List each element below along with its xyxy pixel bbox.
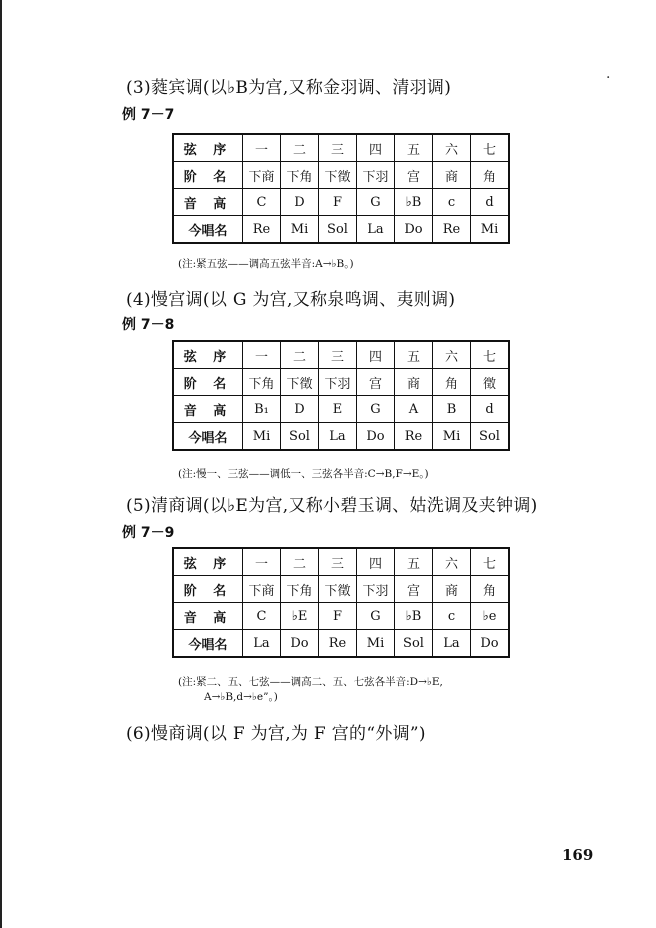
table-cell: 下角	[243, 369, 281, 396]
row-header: 音 高	[173, 189, 243, 216]
table-cell: La	[357, 216, 395, 244]
table-cell: E	[319, 396, 357, 423]
row-header: 弦 序	[173, 134, 243, 162]
table-cell: 四	[357, 548, 395, 576]
table-cell: A	[395, 396, 433, 423]
table-row	[173, 134, 509, 162]
table-cell: 七	[471, 548, 510, 576]
table-cell: Do	[395, 216, 433, 244]
example-label-7-9: 例 7－9	[122, 525, 175, 541]
table-cell: 徵	[471, 369, 510, 396]
table-cell: F	[319, 603, 357, 630]
table-cell: c	[433, 189, 471, 216]
row-header: 阶 名	[173, 369, 243, 396]
page-number: 169	[562, 846, 594, 864]
table-cell: d	[471, 396, 510, 423]
table-cell: B₁	[243, 396, 281, 423]
table-cell: B	[433, 396, 471, 423]
table-cell: 六	[433, 134, 471, 162]
table-cell: Do	[281, 630, 319, 658]
table-cell: 三	[319, 341, 357, 369]
table-cell: 宫	[357, 369, 395, 396]
example-label-7-7: 例 7－7	[122, 107, 175, 123]
table-cell: Do	[357, 423, 395, 451]
table-cell: ♭B	[395, 189, 433, 216]
section-heading-6: (6)慢商调(以 F 为宫,为 F 宫的“外调”)	[126, 724, 426, 744]
table-cell: Mi	[357, 630, 395, 658]
table-cell: Sol	[395, 630, 433, 658]
table-cell: La	[319, 423, 357, 451]
table-cell: 下角	[281, 576, 319, 603]
scan-speck: ·	[606, 70, 611, 86]
table-cell: D	[281, 189, 319, 216]
row-header: 阶 名	[173, 576, 243, 603]
table-cell: ♭E	[281, 603, 319, 630]
row-header: 今唱名	[173, 423, 243, 451]
row-header: 弦 序	[173, 341, 243, 369]
table-cell: 一	[243, 134, 281, 162]
table-cell: 下羽	[319, 369, 357, 396]
table-cell: 下羽	[357, 162, 395, 189]
tuning-table-7-7	[172, 133, 510, 244]
table-cell: 一	[243, 548, 281, 576]
table-cell: La	[243, 630, 281, 658]
section-heading-3: (3)蕤宾调(以♭B为宫,又称金羽调、清羽调)	[126, 78, 452, 98]
table-row	[173, 548, 509, 576]
table-cell: C	[243, 189, 281, 216]
table-cell: 六	[433, 341, 471, 369]
table-cell: 下角	[281, 162, 319, 189]
row-header: 音 高	[173, 603, 243, 630]
section-heading-5: (5)清商调(以♭E为宫,又称小碧玉调、姑洗调及夹钟调)	[126, 496, 538, 516]
table-cell: 下商	[243, 162, 281, 189]
table-cell: 下羽	[357, 576, 395, 603]
table-cell: Sol	[319, 216, 357, 244]
table-cell: 七	[471, 341, 510, 369]
table-cell: 宫	[395, 162, 433, 189]
table-cell: d	[471, 189, 510, 216]
table-cell: 角	[471, 162, 510, 189]
table-footnote-continued: A→♭B,d→♭e”。)	[204, 691, 278, 703]
page-binding-edge	[0, 0, 2, 928]
table-cell: 六	[433, 548, 471, 576]
table-row	[173, 341, 509, 369]
table-row	[173, 603, 509, 630]
table-cell: 五	[395, 548, 433, 576]
table-row	[173, 216, 509, 244]
row-header: 音 高	[173, 396, 243, 423]
table-cell: 角	[433, 369, 471, 396]
table-cell: 五	[395, 341, 433, 369]
row-header: 今唱名	[173, 630, 243, 658]
table-cell: 下商	[243, 576, 281, 603]
table-cell: 四	[357, 134, 395, 162]
table-footnote: (注:慢一、三弦——调低一、三弦各半音:C→B,F→E。)	[178, 468, 429, 480]
table-cell: 一	[243, 341, 281, 369]
table-cell: 二	[281, 341, 319, 369]
table-cell: D	[281, 396, 319, 423]
table-row	[173, 576, 509, 603]
section-heading-4: (4)慢宫调(以 G 为宫,又称泉鸣调、夷则调)	[126, 290, 456, 310]
table-cell: Mi	[471, 216, 510, 244]
table-row	[173, 162, 509, 189]
table-row	[173, 369, 509, 396]
table-cell: 商	[395, 369, 433, 396]
table-row	[173, 396, 509, 423]
table-row	[173, 630, 509, 658]
table-cell: 宫	[395, 576, 433, 603]
table-cell: La	[433, 630, 471, 658]
table-cell: 下徵	[319, 576, 357, 603]
tuning-table-7-9	[172, 547, 510, 658]
table-cell: 商	[433, 576, 471, 603]
table-cell: F	[319, 189, 357, 216]
table-cell: C	[243, 603, 281, 630]
table-cell: 三	[319, 134, 357, 162]
row-header: 阶 名	[173, 162, 243, 189]
row-header: 弦 序	[173, 548, 243, 576]
table-cell: 四	[357, 341, 395, 369]
table-cell: Mi	[243, 423, 281, 451]
table-cell: Sol	[281, 423, 319, 451]
table-cell: Sol	[471, 423, 510, 451]
table-cell: 商	[433, 162, 471, 189]
example-label-7-8: 例 7－8	[122, 317, 175, 333]
table-cell: ♭e	[471, 603, 510, 630]
table-cell: 角	[471, 576, 510, 603]
table-cell: Re	[243, 216, 281, 244]
table-cell: Mi	[281, 216, 319, 244]
table-cell: Re	[395, 423, 433, 451]
table-row	[173, 189, 509, 216]
table-cell: Do	[471, 630, 510, 658]
table-cell: c	[433, 603, 471, 630]
table-cell: Re	[319, 630, 357, 658]
table-cell: 下徵	[281, 369, 319, 396]
table-row	[173, 423, 509, 451]
table-cell: 二	[281, 548, 319, 576]
table-cell: 三	[319, 548, 357, 576]
table-footnote: (注:紧五弦——调高五弦半音:A→♭B。)	[178, 258, 354, 270]
table-cell: Mi	[433, 423, 471, 451]
table-cell: Re	[433, 216, 471, 244]
table-cell: 下徵	[319, 162, 357, 189]
row-header: 今唱名	[173, 216, 243, 244]
table-cell: 五	[395, 134, 433, 162]
table-footnote: (注:紧二、五、七弦——调高二、五、七弦各半音:D→♭E,	[178, 676, 443, 688]
table-cell: G	[357, 189, 395, 216]
tuning-table-7-8	[172, 340, 510, 451]
table-cell: 七	[471, 134, 510, 162]
table-cell: G	[357, 396, 395, 423]
table-cell: ♭B	[395, 603, 433, 630]
table-cell: 二	[281, 134, 319, 162]
table-cell: G	[357, 603, 395, 630]
